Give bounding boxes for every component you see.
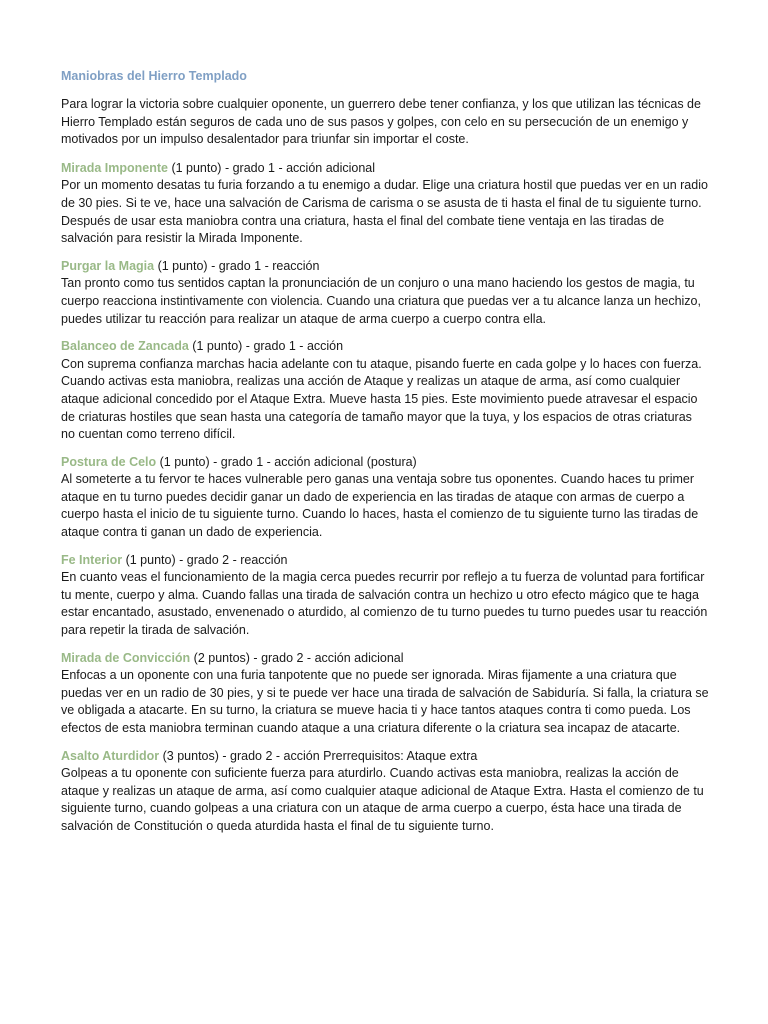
maneuver-description: Por un momento desatas tu furia forzando a tu enemigo a dudar. Elige una criatura hostil que puedas ver en un radio de 30 pies. Si te ve, hace una salvación de Carisma de carisma o se asusta de ti hasta el final de tu siguiente turno. Después de usar esta maniobra contra una criatura, hasta el final del combate tiene ventaja en las tiradas de salvación para resistir la Mirada Imponente. bbox=[61, 178, 708, 246]
maneuver-meta: (1 punto) - grado 1 - acción adicional bbox=[167, 160, 376, 175]
maneuver-name: Postura de Celo bbox=[61, 454, 157, 469]
maneuver-purgar-la-magia bbox=[61, 258, 709, 328]
maneuver-postura-de-celo bbox=[61, 454, 709, 542]
maneuver-meta: (1 punto) - grado 2 - reacción bbox=[122, 552, 288, 567]
maneuver-name: Balanceo de Zancada bbox=[61, 339, 189, 354]
maneuver-name: Asalto Aturdidor bbox=[61, 748, 160, 763]
maneuver-asalto-aturdidor bbox=[61, 748, 709, 836]
maneuver-heading bbox=[61, 338, 709, 356]
maneuver-description: Al someterte a tu fervor te haces vulnerable pero ganas una ventaja sobre tus oponentes. Cuando haces tu primer ataque en tu turno puedes decidir ganar un dado de experiencia en las tiradas de ataque con armas de cuerpo a cuerpo hasta el inicio de tu siguiente turno. Cuando lo haces, hasta el comienzo de tu siguiente turno las tiradas de ataque contra ti ganan un dado de experiencia. bbox=[61, 472, 699, 540]
maneuver-meta: (2 puntos) - grado 2 - acción adicional bbox=[190, 650, 404, 665]
maneuver-meta: (1 punto) - grado 1 - acción adicional (postura) bbox=[156, 454, 417, 469]
maneuver-balanceo-de-zancada bbox=[61, 338, 709, 444]
maneuver-meta: (1 punto) - grado 1 - reacción bbox=[154, 258, 320, 273]
maneuver-description: Golpeas a tu oponente con suficiente fuerza para aturdirlo. Cuando activas esta maniobra, realizas la acción de ataque y realizas un ataque de arma, así como cualquier ataque adicional de Ataque Extra. Hasta el comienzo de tu siguiente turno, cuando golpeas a una criatura con un ataque de arma cuerpo a cuerpo, ésta hace una tirada de salvación de Constitución o queda aturdida hasta el final de tu siguiente turno. bbox=[61, 766, 704, 833]
document-title: Maniobras del Hierro Templado bbox=[61, 69, 247, 83]
maneuver-heading bbox=[61, 258, 709, 276]
document-page bbox=[61, 68, 709, 846]
maneuver-heading bbox=[61, 454, 709, 472]
maneuver-name: Purgar la Magia bbox=[61, 258, 155, 273]
maneuver-heading bbox=[61, 748, 709, 766]
maneuver-mirada-de-conviccion bbox=[61, 650, 709, 738]
maneuver-meta: (3 puntos) - grado 2 - acción Prerrequisitos: Ataque extra bbox=[159, 748, 478, 763]
maneuver-name: Mirada de Convicción bbox=[61, 650, 191, 665]
intro-paragraph: Para lograr la victoria sobre cualquier oponente, un guerrero debe tener confianza, y los que utilizan las técnicas de Hierro Templado están seguros de cada uno de sus pasos y golpes, con celo en su persecución de un enemigo y motivados por un impulso desalentador para triunfar sin importar el coste. bbox=[61, 97, 701, 147]
maneuver-description: Enfocas a un oponente con una furia tanpotente que no puede ser ignorada. Miras fijamente a una criatura que puedas ver en un radio de 30 pies, y si te puede ver hace una tirada de salvación de Sabiduría. Si falla, la criatura se ve obligada a atacarte. En su turno, la criatura se mueve hacia ti y hace tantos ataques contra ti como pueda. Los efectos de esta maniobra terminan cuando ataque a una criatura diferente o la criatura sea incapaz de atacarte. bbox=[61, 668, 709, 735]
maneuver-name: Fe Interior bbox=[61, 552, 123, 567]
maneuver-mirada-imponente bbox=[61, 160, 709, 248]
maneuver-description: Tan pronto como tus sentidos captan la pronunciación de un conjuro o una mano haciendo los gestos de magia, tu cuerpo reacciona instintivamente con violencia. Cuando una criatura que puedas ver a tu alcance lanza un hechizo, puedes utilizar tu reacción para realizar un ataque de arma cuerpo a cuerpo contra ella. bbox=[61, 276, 701, 326]
maneuver-heading bbox=[61, 650, 709, 668]
maneuver-fe-interior bbox=[61, 552, 709, 640]
maneuver-meta: (1 punto) - grado 1 - acción bbox=[188, 339, 344, 354]
maneuver-heading bbox=[61, 552, 709, 570]
maneuver-description: En cuanto veas el funcionamiento de la magia cerca puedes recurrir por reflejo a tu fuerza de voluntad para fortificar tu mente, cuerpo y alma. Cuando fallas una tirada de salvación contra un hechizo u otro efecto mágico que te haga estar encantado, asustado, envenenado o aturdido, al comienzo de tu turno puedes tu turno puedes usar tu reacción para repetir la tirada de salvación. bbox=[61, 570, 708, 638]
maneuver-name: Mirada Imponente bbox=[61, 160, 168, 175]
maneuver-heading bbox=[61, 160, 709, 178]
maneuver-description: Con suprema confianza marchas hacia adelante con tu ataque, pisando fuerte en cada golpe y lo haces con fuerza. Cuando activas esta maniobra, realizas una acción de Ataque y realizas un ataque de arma, así como cualquier ataque adicional concedido por el Ataque Extra. Mueve hasta 15 pies. Este movimiento puede atravesar el espacio de criaturas hostiles que sean hasta una categoría de tamaño mayor que la tuya, y los espacios de otras criaturas no cuentan como terreno difícil. bbox=[61, 356, 702, 442]
